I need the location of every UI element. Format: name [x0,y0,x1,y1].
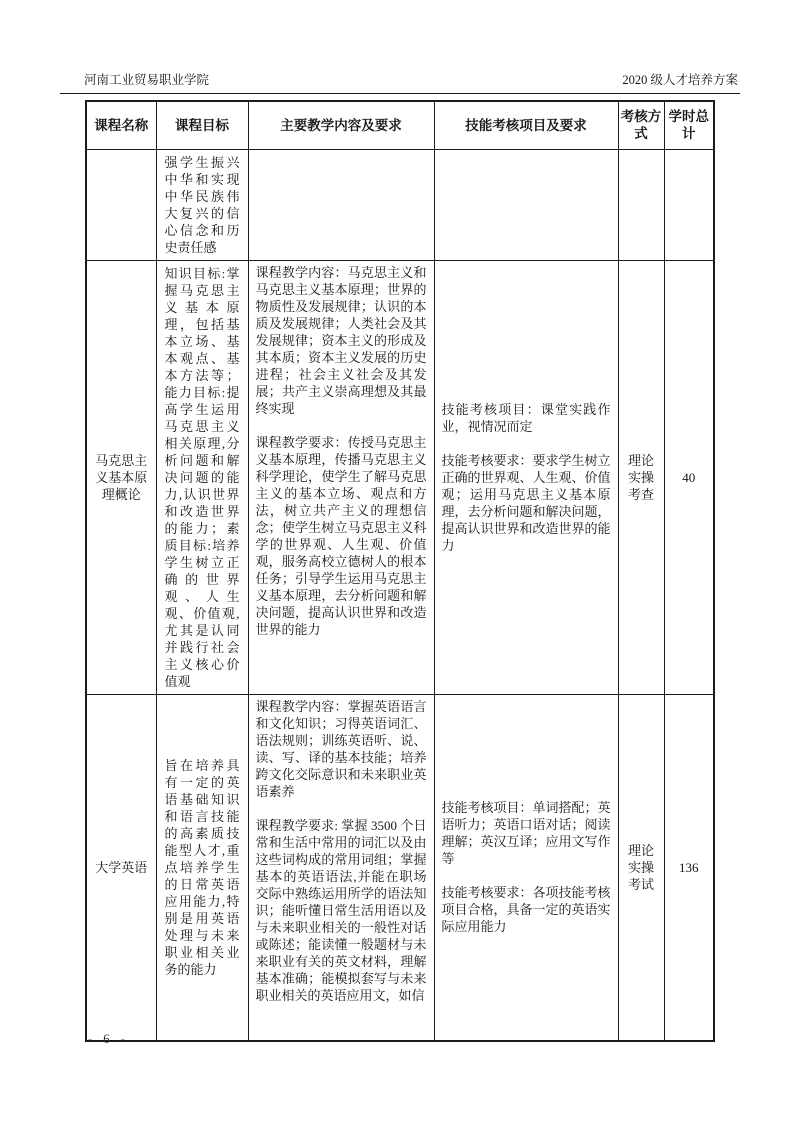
objectives-text: 旨在培养具有一定的英语基础知识和语言技能的高素质技能型人才,重点培养学生的日常英语应用能力,特别是用英语处理与未来职业相关业务的能力 [164,757,240,977]
course-name-cell: 马克思主义基本原理概论 [86,260,156,694]
header-plan-title: 2020 级人才培养方案 [622,73,738,87]
course-objectives-cell [156,260,248,694]
header-divider [60,93,740,94]
objectives-text: 强学生振兴中华和实现中华民族伟大复兴的信心信念和历史责任感 [164,154,240,255]
objectives-text: 知识目标:掌握马克思主义基本原理，包括基本立场、基本观点、基本方法等；能力目标:提高学生运用马克思主义相关原理,分析问题和解决问题的能力,认识世界和改造世界的能力；素质目标:培养学生树立正确的世界观、人生观、价值观,尤其是认同并践行社会主义核心价值观 [164,265,240,689]
course-table [85,100,715,1042]
course-objectives-cell [156,149,248,260]
col-header-course-name: 课程名称 [86,101,156,149]
col-header-total-hours: 学时总计 [664,101,714,149]
skill-assessment-requirements-text: 技能考核要求：要求学生树立正确的世界观、人生观、价值观；运用马克思主义基本原理，去分析问题和解决问题，提高认识世界和改造世界的能力 [441,452,611,553]
course-name-cell-empty [86,149,156,260]
col-header-assessment-method: 考核方式 [618,101,664,149]
col-header-objectives: 课程目标 [156,101,248,149]
page-number: - 6 - [88,1032,129,1046]
teaching-content-cell [248,260,434,694]
teaching-content-cell-empty [248,149,434,260]
table-row-continuation [86,149,714,260]
course-objectives-cell [156,694,248,1041]
col-header-teaching-content: 主要教学内容及要求 [248,101,434,149]
teaching-requirements-text: 课程教学要求：传授马克思主义基本原理，传播马克思主义科学理论，使学生了解马克思主义的基本立场、观点和方法，树立共产主义的理想信念；使学生树立马克思主义科学的世界观、人生观、价值观，服务高校立德树人的根本任务；引导学生运用马克思主义基本原理，去分析问题和解决问题，提高认识世界和改造世界的能力 [255,434,427,637]
assessment-method-cell-empty [618,149,664,260]
skill-assessment-items-text: 技能考核项目：课堂实践作业，视情况而定 [441,401,611,434]
table-row-marxism [86,260,714,694]
total-hours-cell-empty [664,149,714,260]
teaching-content-text: 课程教学内容：马克思主义和马克思主义基本原理；世界的物质性及发展规律；认识的本质及发展规律；人类社会及其发展规律；资本主义的形成及其本质；资本主义发展的历史进程；社会主义社会及其发展；共产主义崇高理想及其最终实现 [255,264,427,416]
total-hours-cell: 136 [664,694,714,1041]
table-header-row [86,101,714,149]
total-hours-cell: 40 [664,260,714,694]
col-header-skill-assessment: 技能考核项目及要求 [434,101,618,149]
assessment-method-cell: 理论实操考试 [618,694,664,1041]
page-header [84,72,738,88]
assessment-method-cell: 理论实操考查 [618,260,664,694]
skill-assessment-cell [434,694,618,1041]
teaching-requirements-text: 课程教学要求: 掌握 3500 个日常和生活中常用的词汇以及由这些词构成的常用词组；掌握基本的英语语法,并能在职场交际中熟练运用所学的语法知识；能听懂日常生活用语以及与未来职业相关的一般性对话或陈述；能读懂一般题材与未来职业有关的英文材料，理解基本准确；能模拟套写与未来职业相关的英语应用文，如信 [255,817,427,1003]
skill-assessment-cell-empty [434,149,618,260]
skill-assessment-items-text: 技能考核项目：单词搭配；英语听力；英语口语对话；阅读理解；英汉互译；应用文写作等 [441,800,611,867]
skill-assessment-cell [434,260,618,694]
table-row-college-english [86,694,714,1041]
skill-assessment-requirements-text: 技能考核要求：各项技能考核项目合格，具备一定的英语实际应用能力 [441,885,611,935]
teaching-content-text: 课程教学内容：掌握英语语言和文化知识；习得英语词汇、语法规则；训练英语听、说、读、写、译的基本技能；培养跨文化交际意识和未来职业英语素养 [255,698,427,799]
header-school-name: 河南工业贸易职业学院 [84,73,210,87]
course-name-cell: 大学英语 [86,694,156,1041]
teaching-content-cell [248,694,434,1041]
